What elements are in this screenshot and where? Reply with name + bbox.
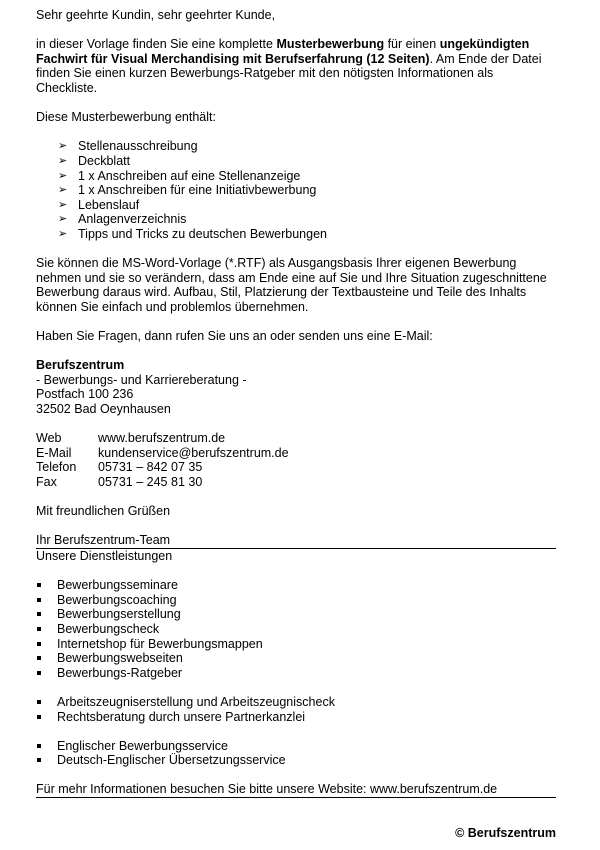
company-city: 32502 Bad Oeynhausen [36,402,171,417]
list-item: Bewerbungscoaching [36,593,556,608]
list-item: Internetshop für Bewerbungsmappen [36,637,556,652]
contact-value-phone: 05731 – 842 07 35 [98,460,203,475]
services-list-2 [36,695,556,724]
square-bullet-icon [37,642,41,646]
arrow-bullet-icon: ➢ [58,140,68,153]
contact-label: Web [36,431,62,446]
greeting: Sehr geehrte Kundin, sehr geehrter Kunde, [36,8,276,22]
contact-row-web [36,431,556,446]
company-tagline: - Bewerbungs- und Karriereberatung - [36,372,247,387]
contact-value-email[interactable]: kundenservice@berufszentrum.de [98,445,289,460]
square-bullet-icon [37,758,41,762]
more-info: Für mehr Informationen besuchen Sie bitte unsere Website: www.berufszentrum.de [36,782,498,797]
square-bullet-icon [37,715,41,719]
list-item: Bewerbungscheck [36,622,556,637]
company-address [36,358,556,416]
list-item: Bewerbungswebseiten [36,651,556,666]
list-item: ➢ 1 x Anschreiben auf eine Stellenanzeige [58,168,301,183]
intro-text-2: für einen [384,37,440,52]
intro-text-1: in dieser Vorlage finden Sie eine komplette [36,37,277,52]
square-bullet-icon [37,656,41,660]
contact-row-fax [36,475,556,490]
list-item: ➢ Lebenslauf [58,197,140,212]
arrow-bullet-icon: ➢ [58,227,68,240]
closing: Mit freundlichen Grüßen [36,504,171,519]
list-item: Rechtsberatung durch unsere Partnerkanzlei [36,710,556,725]
list-item: Bewerbungserstellung [36,607,556,622]
list-item: ➢ Deckblatt [58,153,131,168]
square-bullet-icon [37,612,41,616]
list-item: ➢ Tipps und Tricks zu deutschen Bewerbungen [58,226,327,241]
contact-value-web[interactable]: www.berufszentrum.de [98,431,226,446]
list-item: Arbeitszeugniserstellung und Arbeitszeugnischeck [36,695,556,710]
square-bullet-icon [37,700,41,704]
usage-paragraph: Sie können die MS-Word-Vorlage (*.RTF) als Ausgangsbasis Ihrer eigenen Bewerbung nehmen und sie so verändern, dass am Ende eine auf Sie und Ihre Situation zugeschnittene Bewerbung daraus wird. Aufbau, Stil, Platzierung der Textbausteine und Teile des Inhalts können Sie einfach und problemlos übernehmen. [36,256,547,314]
services-heading: Unsere Dienstleistungen [36,548,173,563]
intro-bold-1: Musterbewerbung [276,37,385,52]
square-bullet-icon [37,671,41,675]
arrow-bullet-icon: ➢ [58,169,68,182]
contact-label: Telefon [36,460,77,475]
intro-text-3: . Am Ende der Datei finden Sie einen kurzen Bewerbungs-Ratgeber mit den nötigsten Informationen als Checkliste. [36,51,542,95]
document-page [36,8,556,798]
contents-heading: Diese Musterbewerbung enthält: [36,110,216,125]
square-bullet-icon [37,744,41,748]
services-list-3 [36,739,556,768]
contact-value-fax: 05731 – 245 81 30 [98,475,203,489]
intro-paragraph [36,37,556,95]
intro-bold-2: ungekündigten Fachwirt für Visual Merchandising mit Berufserfahrung (12 Seiten) [36,37,530,66]
contact-table [36,431,556,489]
copyright: © Berufszentrum [455,826,556,840]
arrow-bullet-icon: ➢ [58,184,68,197]
divider [36,797,556,798]
list-item: ➢ Anlagenverzeichnis [58,212,187,227]
square-bullet-icon [37,598,41,602]
list-item: Bewerbungs-Ratgeber [36,666,556,681]
questions-paragraph: Haben Sie Fragen, dann rufen Sie uns an oder senden uns eine E-Mail: [36,329,433,344]
company-street: Postfach 100 236 [36,387,134,402]
services-list-1 [36,578,556,680]
square-bullet-icon [37,583,41,587]
signature: Ihr Berufszentrum-Team [36,533,171,548]
contact-label: E-Mail [36,445,72,460]
arrow-bullet-icon: ➢ [58,154,68,167]
contact-row-phone [36,460,556,475]
list-item: Englischer Bewerbungsservice [36,739,556,754]
square-bullet-icon [37,627,41,631]
arrow-bullet-icon: ➢ [58,198,68,211]
list-item: Deutsch-Englischer Übersetzungsservice [36,753,556,768]
list-item: ➢ Stellenausschreibung [58,139,198,154]
arrow-bullet-icon: ➢ [58,213,68,226]
list-item: ➢ 1 x Anschreiben für eine Initiativbewerbung [58,183,317,198]
contents-list [36,139,556,241]
list-item: Bewerbungsseminare [36,578,556,593]
company-name: Berufszentrum [36,358,125,373]
contact-row-email [36,446,556,461]
contact-label: Fax [36,475,57,489]
